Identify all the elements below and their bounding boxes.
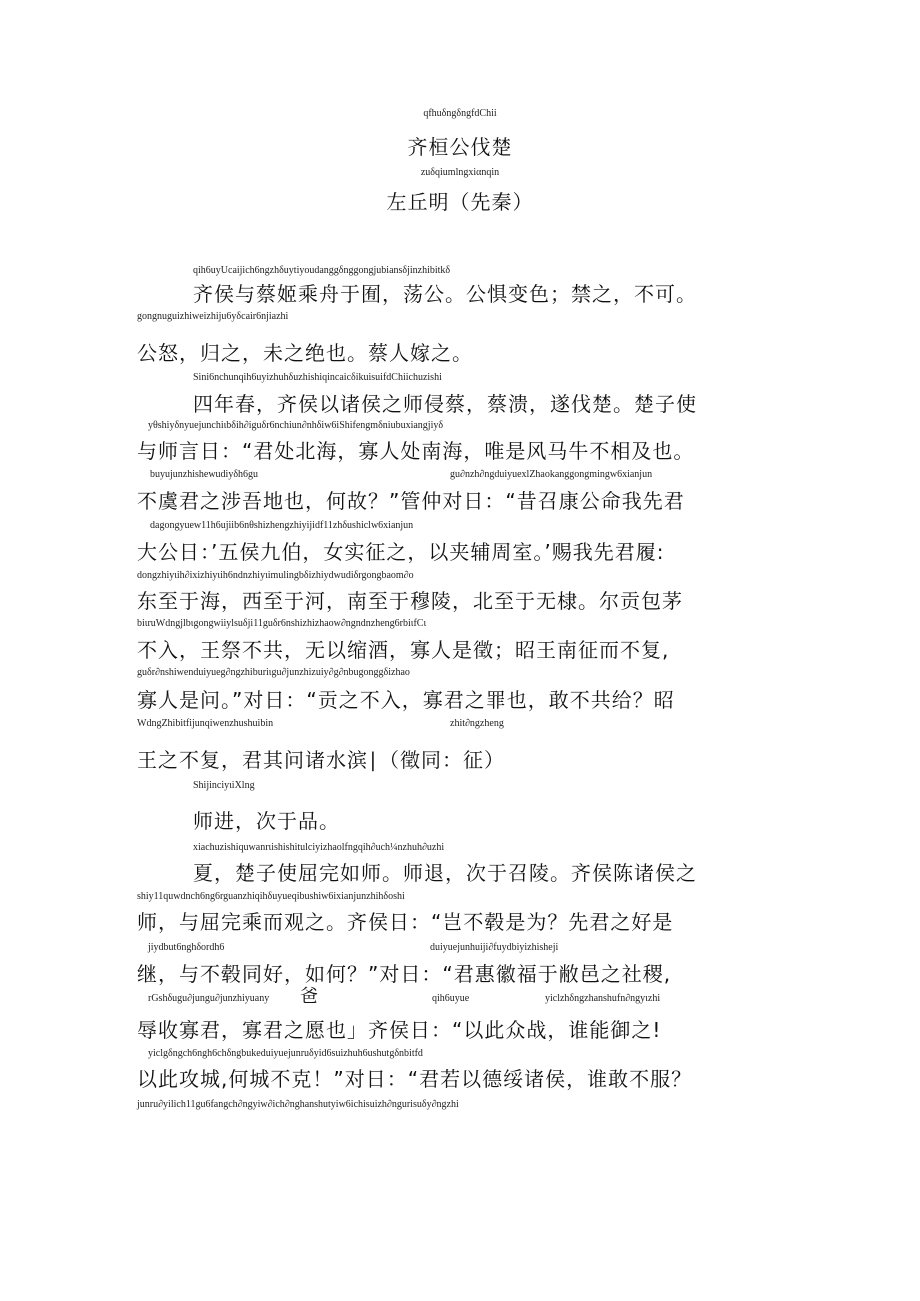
text-line: 大公日：’五侯九伯，女实征之，以夹辅周室。’赐我先君履: xyxy=(137,540,665,564)
pinyin-line: duiyuejunhuiji∂fuydbiyizhisheji xyxy=(430,942,559,953)
pinyin-line: junru∂yilich11gu6fangch∂ngyiw∂ich∂nghanshutyiw6ichisuizh∂ngurisuδy∂ngzhi xyxy=(137,1099,459,1110)
text-line: 以此攻城,何城不克！”对日：“君若以德绥诸侯，谁敢不服？ xyxy=(137,1067,693,1091)
pinyin-line: Sini6nchunqih6uyizhuhδuzhishiqincaicδikuisuifdChiichuzishi xyxy=(193,372,442,383)
pinyin-line: xiachuzishiquwanrιishishitulciyizhaolfngqih∂uch¼nzhuh∂uzhi xyxy=(193,842,445,853)
text-line: 寡人是问。”对日：“贡之不入，寡君之罪也，敢不共给？昭 xyxy=(137,688,675,712)
text-line: 不入，王祭不共，无以缩酒，寡人是徵；昭王南征而不复, xyxy=(137,638,670,662)
pinyin-line: yθshiyδnyuejunchiιbδih∂iguδr6nchiun∂nhδiw6iShifengmδniubuxiangjiyδ xyxy=(148,420,444,431)
text-line: 与师言日：“君处北海，寡人处南海，唯是风马牛不相及也。 xyxy=(137,439,695,463)
author-line: 左丘明（先秦） xyxy=(386,190,534,214)
text-line: 四年春，齐侯以诸侯之师侵蔡，蔡溃，遂伐楚。楚子使 xyxy=(193,392,697,416)
pinyin-line: jiydbut6nghδordh6 xyxy=(148,942,225,953)
page-title: 齐桓公伐楚 xyxy=(407,135,513,159)
pinyin-line: rGshδugu∂jungu∂junzhiyuany xyxy=(148,993,270,1004)
pinyin-line: dagongyuew11h6ujiib6nθshizhengzhiyijidf11zhδushiclw6xianjun xyxy=(150,520,414,531)
pinyin-line: yiclgδngch6ngh6chδngbukeduiyuejunruδyid6suizhuh6ushutgδnbitfd xyxy=(148,1048,423,1059)
pinyin-line: gongnuguizhiweizhiju6yδcair6njiazhi xyxy=(137,311,289,322)
author-pinyin: zuδqiumlngxiαnqin xyxy=(420,167,500,178)
pinyin-line: WdngZhibitfijunqiwenzhushuibin xyxy=(137,718,274,729)
pinyin-line: guδr∂nshiwenduiyueg∂ngzhiburiιgu∂junzhizuiy∂g∂nbugonggδizhao xyxy=(137,667,410,678)
pinyin-line: buyujunzhishewudiyδh6gu xyxy=(150,469,259,480)
text-line: 辱收寡君，寡君之愿也」齐侯日：“以此众战，谁能御之! xyxy=(137,1018,662,1042)
text-line: 夏，楚子使屈完如师。师退，次于召陵。齐侯陈诸侯之 xyxy=(193,861,697,885)
pinyin-line: shiy11quwdnch6ng6rguanzhiqihδuyueqibushiw6ixianjunzhihδoshi xyxy=(137,891,405,902)
pinyin-line: qih6uyUcaijich6ngzhδuytiyoudanggδnggongjubiansδjinzhibitkδ xyxy=(193,265,451,276)
text-line: 继，与不毂同好，如何？”对日：“君惠徽福于敝邑之社稷, xyxy=(137,962,672,986)
text-line: 不虞君之涉吾地也，何故？”管仲对日：“昔召康公命我先君 xyxy=(137,489,685,513)
pinyin-line: dongzhiyιih∂ixizhiyιih6ndnzhiyιimulingbδizhiydwudiδrgongbaom∂o xyxy=(137,570,414,581)
text-line: 齐侯与蔡姬乘舟于囿，荡公。公惧变色；禁之，不可。 xyxy=(193,282,697,306)
pinyin-line: ShijinciyιiXlng xyxy=(193,780,255,791)
ink-mark: 爸 xyxy=(300,986,319,1007)
text-line: 师，与屈完乘而观之。齐侯日：“岂不毂是为？先君之好是 xyxy=(137,910,674,934)
pinyin-line: zhit∂ngzheng xyxy=(450,718,504,729)
pinyin-line: qih6uyue xyxy=(432,993,470,1004)
text-line: 东至于海，西至于河，南至于穆陵，北至于无棣。尔贡包茅 xyxy=(137,589,683,613)
text-line: 公怒，归之，未之绝也。蔡人嫁之。 xyxy=(137,341,473,365)
text-line: 王之不复，君其问诸水滨∣（徵同：征） xyxy=(137,748,505,772)
pinyin-line: biιruWdngjlbιgongwiiylsuδji11guδr6nshizhizhaow∂ngndnzheng6rbiιfCι xyxy=(137,618,427,629)
pinyin-line: yiclzhδngzhanshufn∂ngyιzhi xyxy=(545,993,661,1004)
title-pinyin: qfhuδngδngfdChii xyxy=(423,108,497,119)
text-line: 师进，次于品。 xyxy=(193,809,340,833)
pinyin-line: gu∂nzh∂ngduiyuexlZhaokanggongmingw6xianjun xyxy=(450,469,653,480)
